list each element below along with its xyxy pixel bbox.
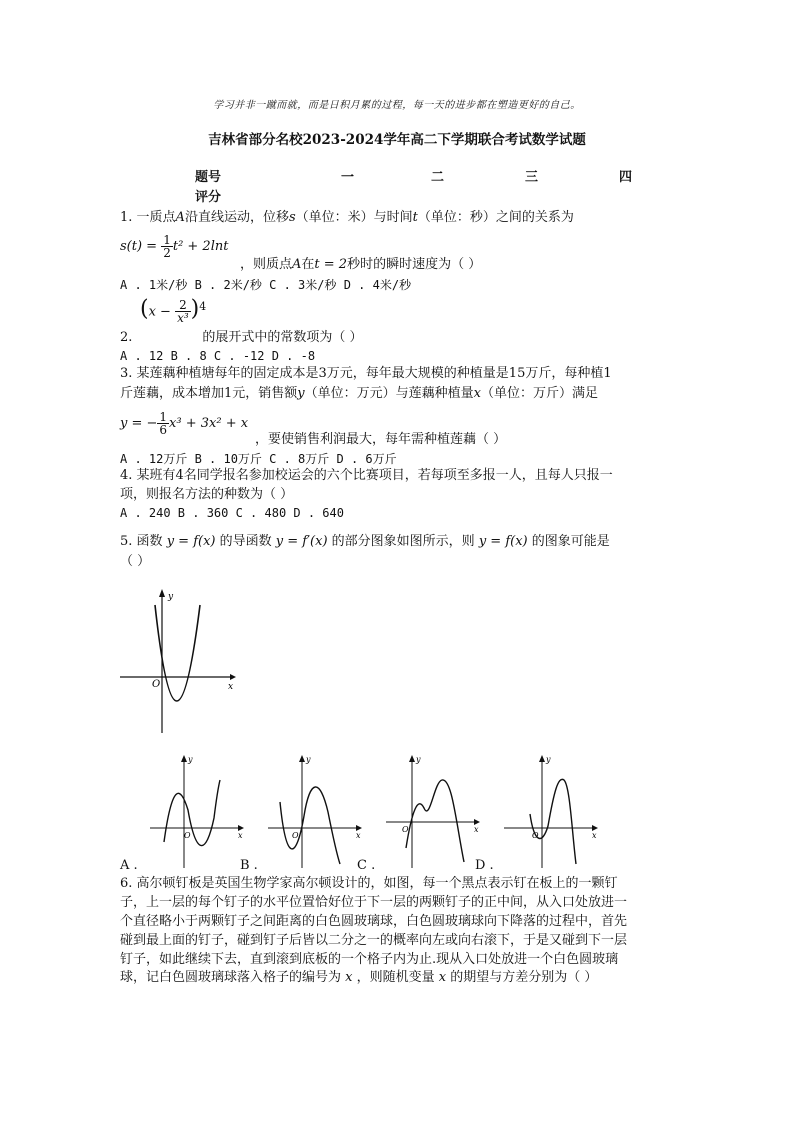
q6-line1: 6. 高尔顿钉板是英国生物学家高尔顿设计的，如图，每一个黑点表示钉在板上的一颗钉 xyxy=(120,876,618,891)
y-axis-label: y xyxy=(168,592,174,602)
q3-line1: 3. 某莲藕种植塘每年的固定成本是3万元，每年最大规模的种植量是15万斤，每种植1 xyxy=(120,366,612,381)
q3-formula: y = − $\frac{1}{6}$ x³ + 3x² + x xyxy=(120,410,249,437)
option-c-curve xyxy=(406,780,464,862)
svg-text:O: O xyxy=(292,831,299,840)
y-axis-arrow xyxy=(159,589,165,597)
option-a-label: A . xyxy=(120,858,138,873)
svg-text:x: x xyxy=(356,831,361,840)
header-motto: 学习并非一蹴而就，而是日积月累的过程，每一天的进步都在塑造更好的自己。 xyxy=(213,100,581,111)
score-col-1: 一 xyxy=(341,170,355,185)
q5-stem: 5. 函数 y = f(x) 的导函数 y = f′(x) 的部分图象如图所示，则 y = f(x) 的图象可能是 xyxy=(120,534,610,549)
svg-text:x: x xyxy=(238,831,243,840)
option-a-graph xyxy=(148,752,248,870)
svg-text:x: x xyxy=(592,831,597,840)
q3-tail: ，要使销售利润最大，每年需种植莲藕（ ） xyxy=(255,432,507,447)
score-col-3: 三 xyxy=(525,170,539,185)
svg-text:y: y xyxy=(546,755,551,764)
option-d-label: D . xyxy=(475,858,494,873)
q6-line4: 碰到最上面的钉子，碰到钉子后皆以二分之一的概率向左或向右滚下，于是又碰到下一层 xyxy=(120,933,628,948)
x-axis-label: x xyxy=(228,682,234,692)
option-b-curve xyxy=(280,787,340,864)
q6-line6: 球，记白色圆玻璃球落入格子的编号为 x ，则随机变量 x 的期望与方差分别为（ ） xyxy=(120,970,598,985)
score-col-4: 四 xyxy=(619,170,633,185)
svg-text:O: O xyxy=(532,831,539,840)
score-col-2: 二 xyxy=(431,170,445,185)
origin-label: O xyxy=(152,679,161,690)
svg-text:x: x xyxy=(474,825,479,834)
q2-formula: (x − $\frac{2}{\text{x³}}$ )$^4$ xyxy=(140,296,207,326)
score-table xyxy=(195,166,645,206)
svg-text:y: y xyxy=(188,755,193,764)
svg-text:O: O xyxy=(184,831,191,840)
option-d-graph xyxy=(502,752,602,870)
q3-options: A . 12万斤 B . 10万斤 C . 8万斤 D . 6万斤 xyxy=(120,452,397,466)
q6-line2: 子，上一层的每个钉子的水平位置恰好位于下一层的两颗钉子的正中间，从入口处放进一 xyxy=(120,895,628,910)
q5-stem-tail: （ ） xyxy=(120,554,151,569)
q6-line3: 个直径略小于两颗钉子之间距离的白色圆玻璃球，白色圆玻璃球向下降落的过程中，首先 xyxy=(120,914,628,929)
q1-stem: 1. 一质点A沿直线运动，位移s（单位：米）与时间t（单位：秒）之间的关系为 xyxy=(120,210,574,225)
option-c-label: C . xyxy=(357,858,376,873)
svg-text:O: O xyxy=(402,825,409,834)
q1-tail: ，则质点A在t = 2秒时的瞬时速度为（ ） xyxy=(240,257,482,272)
svg-text:y: y xyxy=(306,755,311,764)
option-b-label: B . xyxy=(240,858,258,873)
option-a-curve xyxy=(164,780,220,846)
score-row-header: 评分 xyxy=(195,190,222,205)
q1-options: A . 1米/秒 B . 2米/秒 C . 3米/秒 D . 4米/秒 xyxy=(120,278,412,292)
svg-text:y: y xyxy=(416,755,421,764)
derivative-graph xyxy=(118,585,238,735)
page-title: 吉林省部分名校2023-2024学年高二下学期联合考试数学试题 xyxy=(208,132,586,148)
q4-options: A . 240 B . 360 C . 480 D . 640 xyxy=(120,506,344,520)
option-c-graph xyxy=(384,752,484,870)
q2-stem: 2. 的展开式中的常数项为（ ） xyxy=(120,330,363,345)
q1-formula: s(t) = $\frac{1}{2}$ t² + 2lnt xyxy=(120,233,229,260)
x-axis-arrow xyxy=(230,674,236,680)
score-col-header: 题号 xyxy=(195,170,222,185)
option-b-graph xyxy=(266,752,366,870)
q4-line1: 4. 某班有4名同学报名参加校运会的六个比赛项目，若每项至多报一人，且每人只报一 xyxy=(120,468,613,483)
option-d-curve xyxy=(530,779,576,864)
q6-line5: 钉子，如此继续下去，直到滚到底板的一个格子内为止.现从入口处放进一个白色圆玻璃 xyxy=(120,952,619,967)
q3-line2: 斤莲藕，成本增加1元，销售额y（单位：万元）与莲藕种植量x（单位：万斤）满足 xyxy=(120,386,599,401)
q4-line2: 项，则报名方法的种数为（ ） xyxy=(120,487,294,502)
q2-options: A . 12 B . 8 C . -12 D . -8 xyxy=(120,349,316,363)
